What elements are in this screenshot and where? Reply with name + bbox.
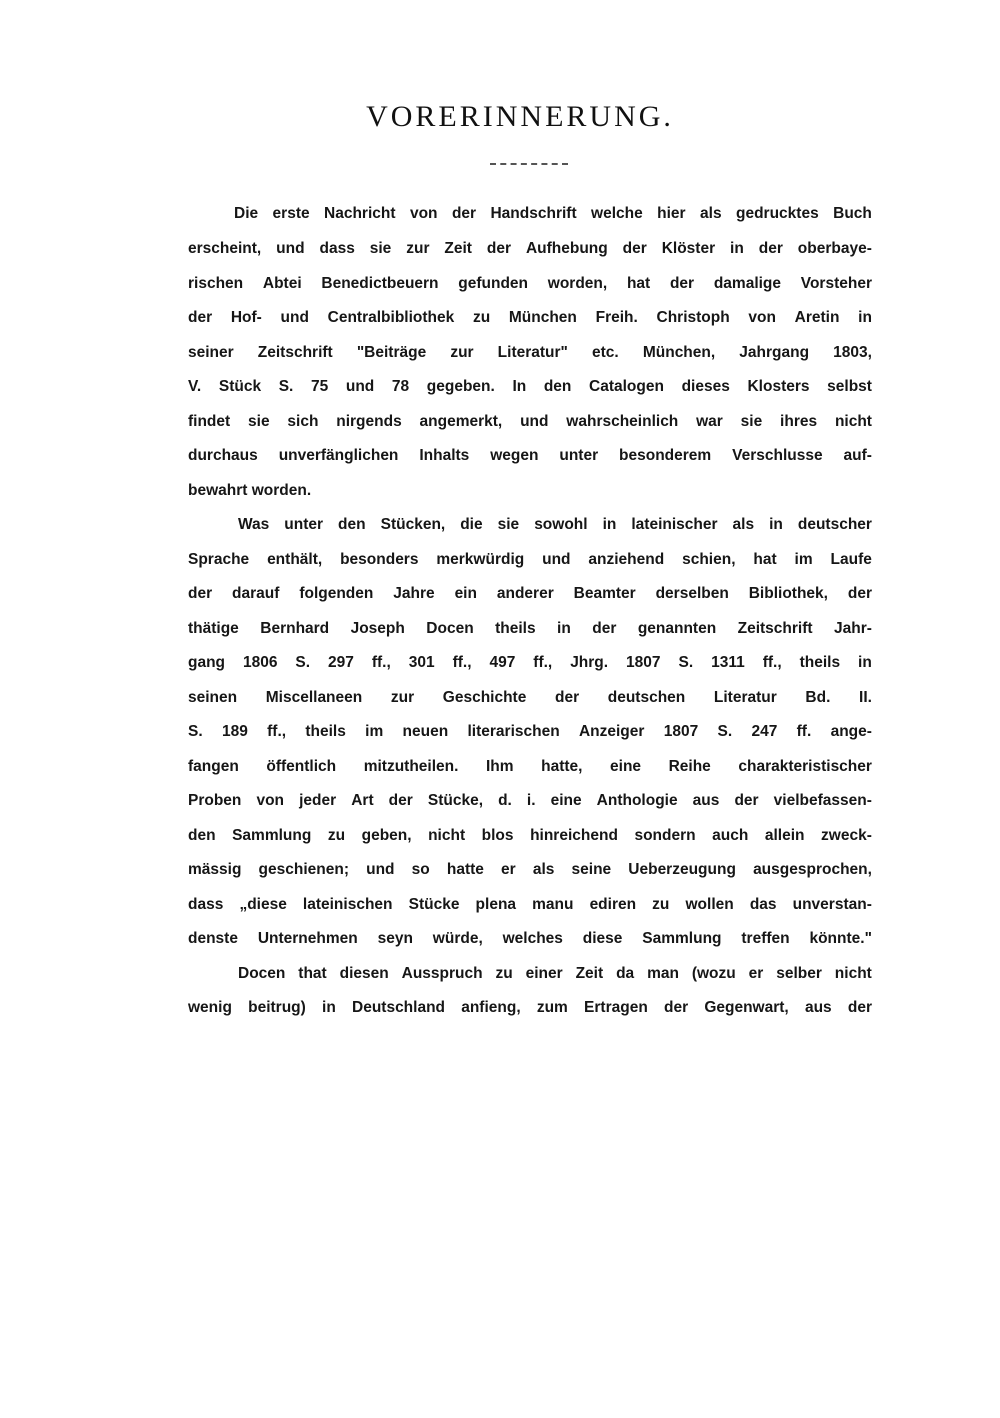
word: nicht xyxy=(834,964,872,982)
word: Christoph xyxy=(656,309,730,326)
word: seyn xyxy=(377,930,413,947)
word: in xyxy=(858,309,872,326)
word: Deutschland xyxy=(352,999,446,1016)
word: die xyxy=(460,516,483,533)
word: ff., xyxy=(762,654,782,671)
word: als xyxy=(732,516,755,533)
word: S. xyxy=(678,654,694,671)
word: mitzutheilen. xyxy=(363,757,459,775)
word: Laufe xyxy=(830,550,872,568)
word: nicht xyxy=(834,412,872,430)
word: besonders xyxy=(340,550,419,568)
word: ff., xyxy=(533,654,553,671)
word: zu xyxy=(652,895,670,913)
word: oberbaye- xyxy=(797,240,872,257)
word: deutscher xyxy=(797,516,872,533)
word: er xyxy=(501,861,516,878)
word: rischen xyxy=(188,274,244,292)
word: ff., xyxy=(371,654,391,671)
word: ange- xyxy=(830,723,872,740)
word: Docen xyxy=(238,964,286,982)
word: angemerkt, xyxy=(419,412,503,430)
text-line xyxy=(188,999,872,1034)
text-line xyxy=(188,447,872,482)
word: Klosters xyxy=(747,378,810,395)
word: in xyxy=(730,240,744,257)
word: schien, xyxy=(682,550,736,568)
word: seinen xyxy=(188,688,238,706)
page-title: VORERINNERUNG. xyxy=(366,100,674,133)
title-ornament-rule xyxy=(490,163,568,165)
word: ff., xyxy=(452,654,472,671)
word: treffen xyxy=(741,930,790,947)
word: 1807 xyxy=(663,723,699,740)
word: diesen xyxy=(339,964,389,982)
word: durchaus xyxy=(188,447,258,464)
word: S. xyxy=(188,723,203,740)
word: Reihe xyxy=(668,757,711,775)
word: 1803, xyxy=(833,343,872,361)
word: deutschen xyxy=(607,688,686,706)
word: würde, xyxy=(432,930,483,947)
word: Literatur xyxy=(713,688,777,706)
word: darauf xyxy=(232,585,280,602)
word: erscheint, xyxy=(188,240,262,257)
word: ausgesprochen, xyxy=(753,861,872,878)
text-line xyxy=(188,378,872,413)
word: zweck- xyxy=(821,826,872,844)
word: diese xyxy=(582,930,623,947)
word: der xyxy=(664,999,689,1016)
word: Centralbibliothek xyxy=(327,309,455,326)
word: Zeit xyxy=(444,240,472,257)
word: in xyxy=(557,619,571,637)
word: plena xyxy=(475,895,517,913)
word: Ertragen xyxy=(584,999,648,1016)
word: Zeit xyxy=(575,964,604,982)
word: gegeben. xyxy=(426,378,495,395)
word: sich xyxy=(287,412,319,430)
word: wollen xyxy=(685,895,734,913)
text-line xyxy=(188,516,872,551)
word: nicht xyxy=(428,826,466,844)
word: jeder xyxy=(299,792,337,809)
word: Stück xyxy=(218,378,262,395)
word: ihres xyxy=(780,412,818,430)
word: wegen xyxy=(490,447,539,464)
word: im xyxy=(794,550,813,568)
word: II. xyxy=(859,688,872,706)
word: der xyxy=(592,619,617,637)
word: vielbefassen- xyxy=(773,792,872,809)
word: Miscellaneen xyxy=(265,688,363,706)
word: Ausspruch xyxy=(401,964,483,982)
word: der xyxy=(622,240,647,257)
word: Die xyxy=(234,205,259,222)
word: 1807 xyxy=(626,654,661,671)
word: Klöster xyxy=(661,240,716,257)
word: den xyxy=(188,826,216,844)
word: zu xyxy=(495,964,513,982)
word: dieses xyxy=(681,378,730,395)
text-line xyxy=(188,723,872,758)
text-line xyxy=(188,551,872,586)
word: eine xyxy=(550,792,582,809)
word: sie xyxy=(369,240,392,257)
word: München, xyxy=(642,343,716,361)
word: welche xyxy=(591,205,643,222)
word: der xyxy=(734,792,759,809)
word: Buch xyxy=(833,205,872,222)
body-text xyxy=(188,205,872,1034)
text-line xyxy=(188,585,872,620)
word: wenig xyxy=(188,999,232,1016)
word: den xyxy=(543,378,572,395)
word: theils xyxy=(495,619,536,637)
word: 297 xyxy=(328,654,354,671)
word: merkwürdig xyxy=(436,550,525,568)
word: Benedictbeuern xyxy=(321,274,439,292)
word: Jahr- xyxy=(834,619,872,637)
word: Bibliothek, xyxy=(748,585,828,602)
word: in xyxy=(322,999,336,1016)
word: enthält, xyxy=(267,550,323,568)
word: könnte." xyxy=(809,930,872,947)
word: ff. xyxy=(796,723,812,740)
word: ein xyxy=(454,585,477,602)
word: theils xyxy=(305,723,346,740)
word: und xyxy=(276,240,305,257)
word: 247 xyxy=(751,723,778,740)
word: einer xyxy=(525,964,563,982)
word: Ueberzeugung xyxy=(628,861,736,878)
text-line xyxy=(188,792,872,827)
word: der xyxy=(847,585,872,602)
word: zur xyxy=(406,240,430,257)
word: sowohl xyxy=(534,516,588,533)
word: 1311 xyxy=(711,654,745,671)
word: Sammlung xyxy=(642,930,722,947)
word: S. xyxy=(295,654,311,671)
text-line xyxy=(188,861,872,896)
word: eine xyxy=(610,757,642,775)
word: theils xyxy=(799,654,841,671)
word: geschienen; xyxy=(258,861,349,878)
word: seiner xyxy=(188,343,234,361)
word: Zeitschrift xyxy=(257,343,333,361)
word: Unternehmen xyxy=(257,930,358,947)
word: anfieng, xyxy=(461,999,521,1016)
word: man xyxy=(647,964,679,982)
word: Gegenwart, xyxy=(704,999,789,1016)
text-line xyxy=(188,758,872,793)
word: manu xyxy=(532,895,574,913)
word: seine xyxy=(571,861,612,878)
word: genannten xyxy=(637,619,717,637)
word: Jahre xyxy=(393,585,435,602)
word: Proben xyxy=(188,792,242,809)
word: der xyxy=(388,792,413,809)
word: aus xyxy=(692,792,720,809)
word: In xyxy=(512,378,527,395)
text-line xyxy=(188,240,872,275)
word: den xyxy=(338,516,366,533)
word: 75 xyxy=(310,378,329,395)
word: d. xyxy=(498,792,512,809)
word: der xyxy=(188,309,213,326)
word: sie xyxy=(740,412,763,430)
word: sondern xyxy=(634,826,696,844)
word: 301 xyxy=(408,654,435,671)
word: Ihm xyxy=(485,757,514,775)
word: München xyxy=(508,309,577,326)
word: hatte xyxy=(446,861,484,878)
word: in xyxy=(769,516,783,533)
word: charakteristischer xyxy=(738,757,872,775)
word: zum xyxy=(536,999,568,1016)
word: Abtei xyxy=(262,274,302,292)
word: denste xyxy=(188,930,238,947)
word: sie xyxy=(248,412,270,430)
word: findet xyxy=(188,412,231,430)
word: ediren xyxy=(589,895,637,913)
word: auf- xyxy=(843,447,872,464)
word: hier xyxy=(657,205,686,222)
text-line xyxy=(188,827,872,862)
word: thätige xyxy=(188,619,239,637)
word: in xyxy=(858,654,872,671)
word: da xyxy=(616,964,635,982)
word: der xyxy=(554,688,580,706)
word: im xyxy=(365,723,384,740)
word: Aufhebung xyxy=(525,240,608,257)
word: und xyxy=(345,378,375,395)
word: hat xyxy=(626,274,651,292)
word: Literatur" xyxy=(497,343,568,361)
word: geben, xyxy=(361,826,412,844)
word: Jahrgang xyxy=(739,343,810,361)
text-line xyxy=(188,896,872,931)
text-line xyxy=(188,309,872,344)
word: lateinischer xyxy=(631,516,718,533)
word: Sammlung xyxy=(232,826,312,844)
word: unter xyxy=(284,516,324,533)
word: folgenden xyxy=(299,585,374,602)
word: so xyxy=(411,861,430,878)
word: derselben xyxy=(655,585,729,602)
word: Jhrg. xyxy=(570,654,609,671)
word: V. xyxy=(188,378,202,395)
word: mässig xyxy=(188,861,242,878)
word: Was xyxy=(238,516,270,533)
word: war xyxy=(696,412,723,430)
word: auch xyxy=(712,826,749,844)
word: als xyxy=(532,861,555,878)
word: Hof- xyxy=(230,309,262,326)
word: Sprache xyxy=(188,550,250,568)
word: als xyxy=(700,205,722,222)
word: „diese xyxy=(239,895,287,913)
word: 78 xyxy=(391,378,410,395)
word: der xyxy=(188,585,213,602)
word: Handschrift xyxy=(490,205,577,222)
word: worden, xyxy=(547,274,608,292)
word: Inhalts xyxy=(419,447,470,464)
text-line xyxy=(188,275,872,310)
text-line xyxy=(188,413,872,448)
word: literarischen xyxy=(467,723,560,740)
word: S. xyxy=(717,723,733,740)
word: er xyxy=(748,964,764,982)
word: gefunden xyxy=(458,274,529,292)
word: von xyxy=(256,792,285,809)
word: 1806 xyxy=(242,654,278,671)
word: der xyxy=(758,240,783,257)
word: der xyxy=(847,999,872,1016)
word: anderer xyxy=(496,585,554,602)
word: unter xyxy=(559,447,599,464)
word: Verschlusse xyxy=(732,447,823,464)
word: in xyxy=(602,516,617,533)
word: welches xyxy=(502,930,563,947)
word: "Beiträge xyxy=(356,343,427,361)
word: Anthologie xyxy=(596,792,678,809)
word: und xyxy=(520,412,549,430)
word: lateinischen xyxy=(302,895,393,913)
word: allein xyxy=(764,826,805,844)
word: von xyxy=(748,309,776,326)
word: der xyxy=(486,240,512,257)
word: das xyxy=(749,895,777,913)
text-line xyxy=(188,930,872,965)
word: Art xyxy=(351,792,374,809)
word: Stücke, xyxy=(427,792,483,809)
word: dass xyxy=(319,240,355,257)
word: Bd. xyxy=(805,688,831,706)
word: damalige xyxy=(713,274,782,292)
word: fangen xyxy=(188,757,239,775)
word: Zeitschrift xyxy=(737,619,813,637)
text-line xyxy=(188,654,872,689)
word: zur xyxy=(390,688,415,706)
word: Joseph xyxy=(350,619,405,637)
word: that xyxy=(298,964,327,982)
word: und xyxy=(542,550,571,568)
word: neuen xyxy=(402,723,449,740)
word: und xyxy=(280,309,309,326)
word: zu xyxy=(472,309,491,326)
word: und xyxy=(366,861,395,878)
word: zu xyxy=(327,826,346,844)
word: der xyxy=(451,205,477,222)
word: selbst xyxy=(827,378,872,395)
word: i. xyxy=(526,792,536,809)
word: von xyxy=(409,205,438,222)
word: unverstan- xyxy=(792,895,872,913)
word: Beamter xyxy=(573,585,636,602)
word: Bernhard xyxy=(260,619,330,637)
word: selber xyxy=(776,964,822,982)
word: S. xyxy=(278,378,294,395)
word: blos xyxy=(481,826,514,844)
word: besonderem xyxy=(619,447,712,464)
word: hat xyxy=(753,550,777,568)
word: Freih. xyxy=(595,309,638,326)
text-line: bewahrt worden. xyxy=(188,481,312,499)
text-line xyxy=(188,344,872,379)
word: dass xyxy=(188,895,224,913)
word: Nachricht xyxy=(324,205,396,222)
word: beitrug) xyxy=(248,999,306,1016)
word: zur xyxy=(450,343,474,361)
word: nirgends xyxy=(336,412,402,430)
word: erste xyxy=(272,205,310,222)
text-line xyxy=(188,689,872,724)
word: Docen xyxy=(426,619,474,637)
word: gedrucktes xyxy=(736,205,819,222)
word: wahrscheinlich xyxy=(566,412,679,430)
word: Catalogen xyxy=(589,378,664,395)
word: sie xyxy=(497,516,520,533)
word: 497 xyxy=(489,654,516,671)
word: Aretin xyxy=(794,309,840,326)
word: Geschichte xyxy=(442,688,527,706)
text-line xyxy=(188,620,872,655)
word: der xyxy=(669,274,695,292)
text-line xyxy=(188,205,872,240)
word: Anzeiger xyxy=(578,723,645,740)
word: Stücke xyxy=(408,895,460,913)
word: hatte, xyxy=(541,757,583,775)
word: aus xyxy=(804,999,832,1016)
word: ff., xyxy=(267,723,287,740)
text-line xyxy=(188,965,872,1000)
word: etc. xyxy=(592,343,619,361)
word: 189 xyxy=(221,723,248,740)
word: gang xyxy=(188,654,226,671)
word: anziehend xyxy=(588,550,665,568)
word: öffentlich xyxy=(266,757,337,775)
word: unverfänglichen xyxy=(278,447,399,464)
word: (wozu xyxy=(691,964,736,982)
word: Vorsteher xyxy=(800,274,872,292)
word: Stücken, xyxy=(380,516,446,533)
word: hinreichend xyxy=(530,826,618,844)
